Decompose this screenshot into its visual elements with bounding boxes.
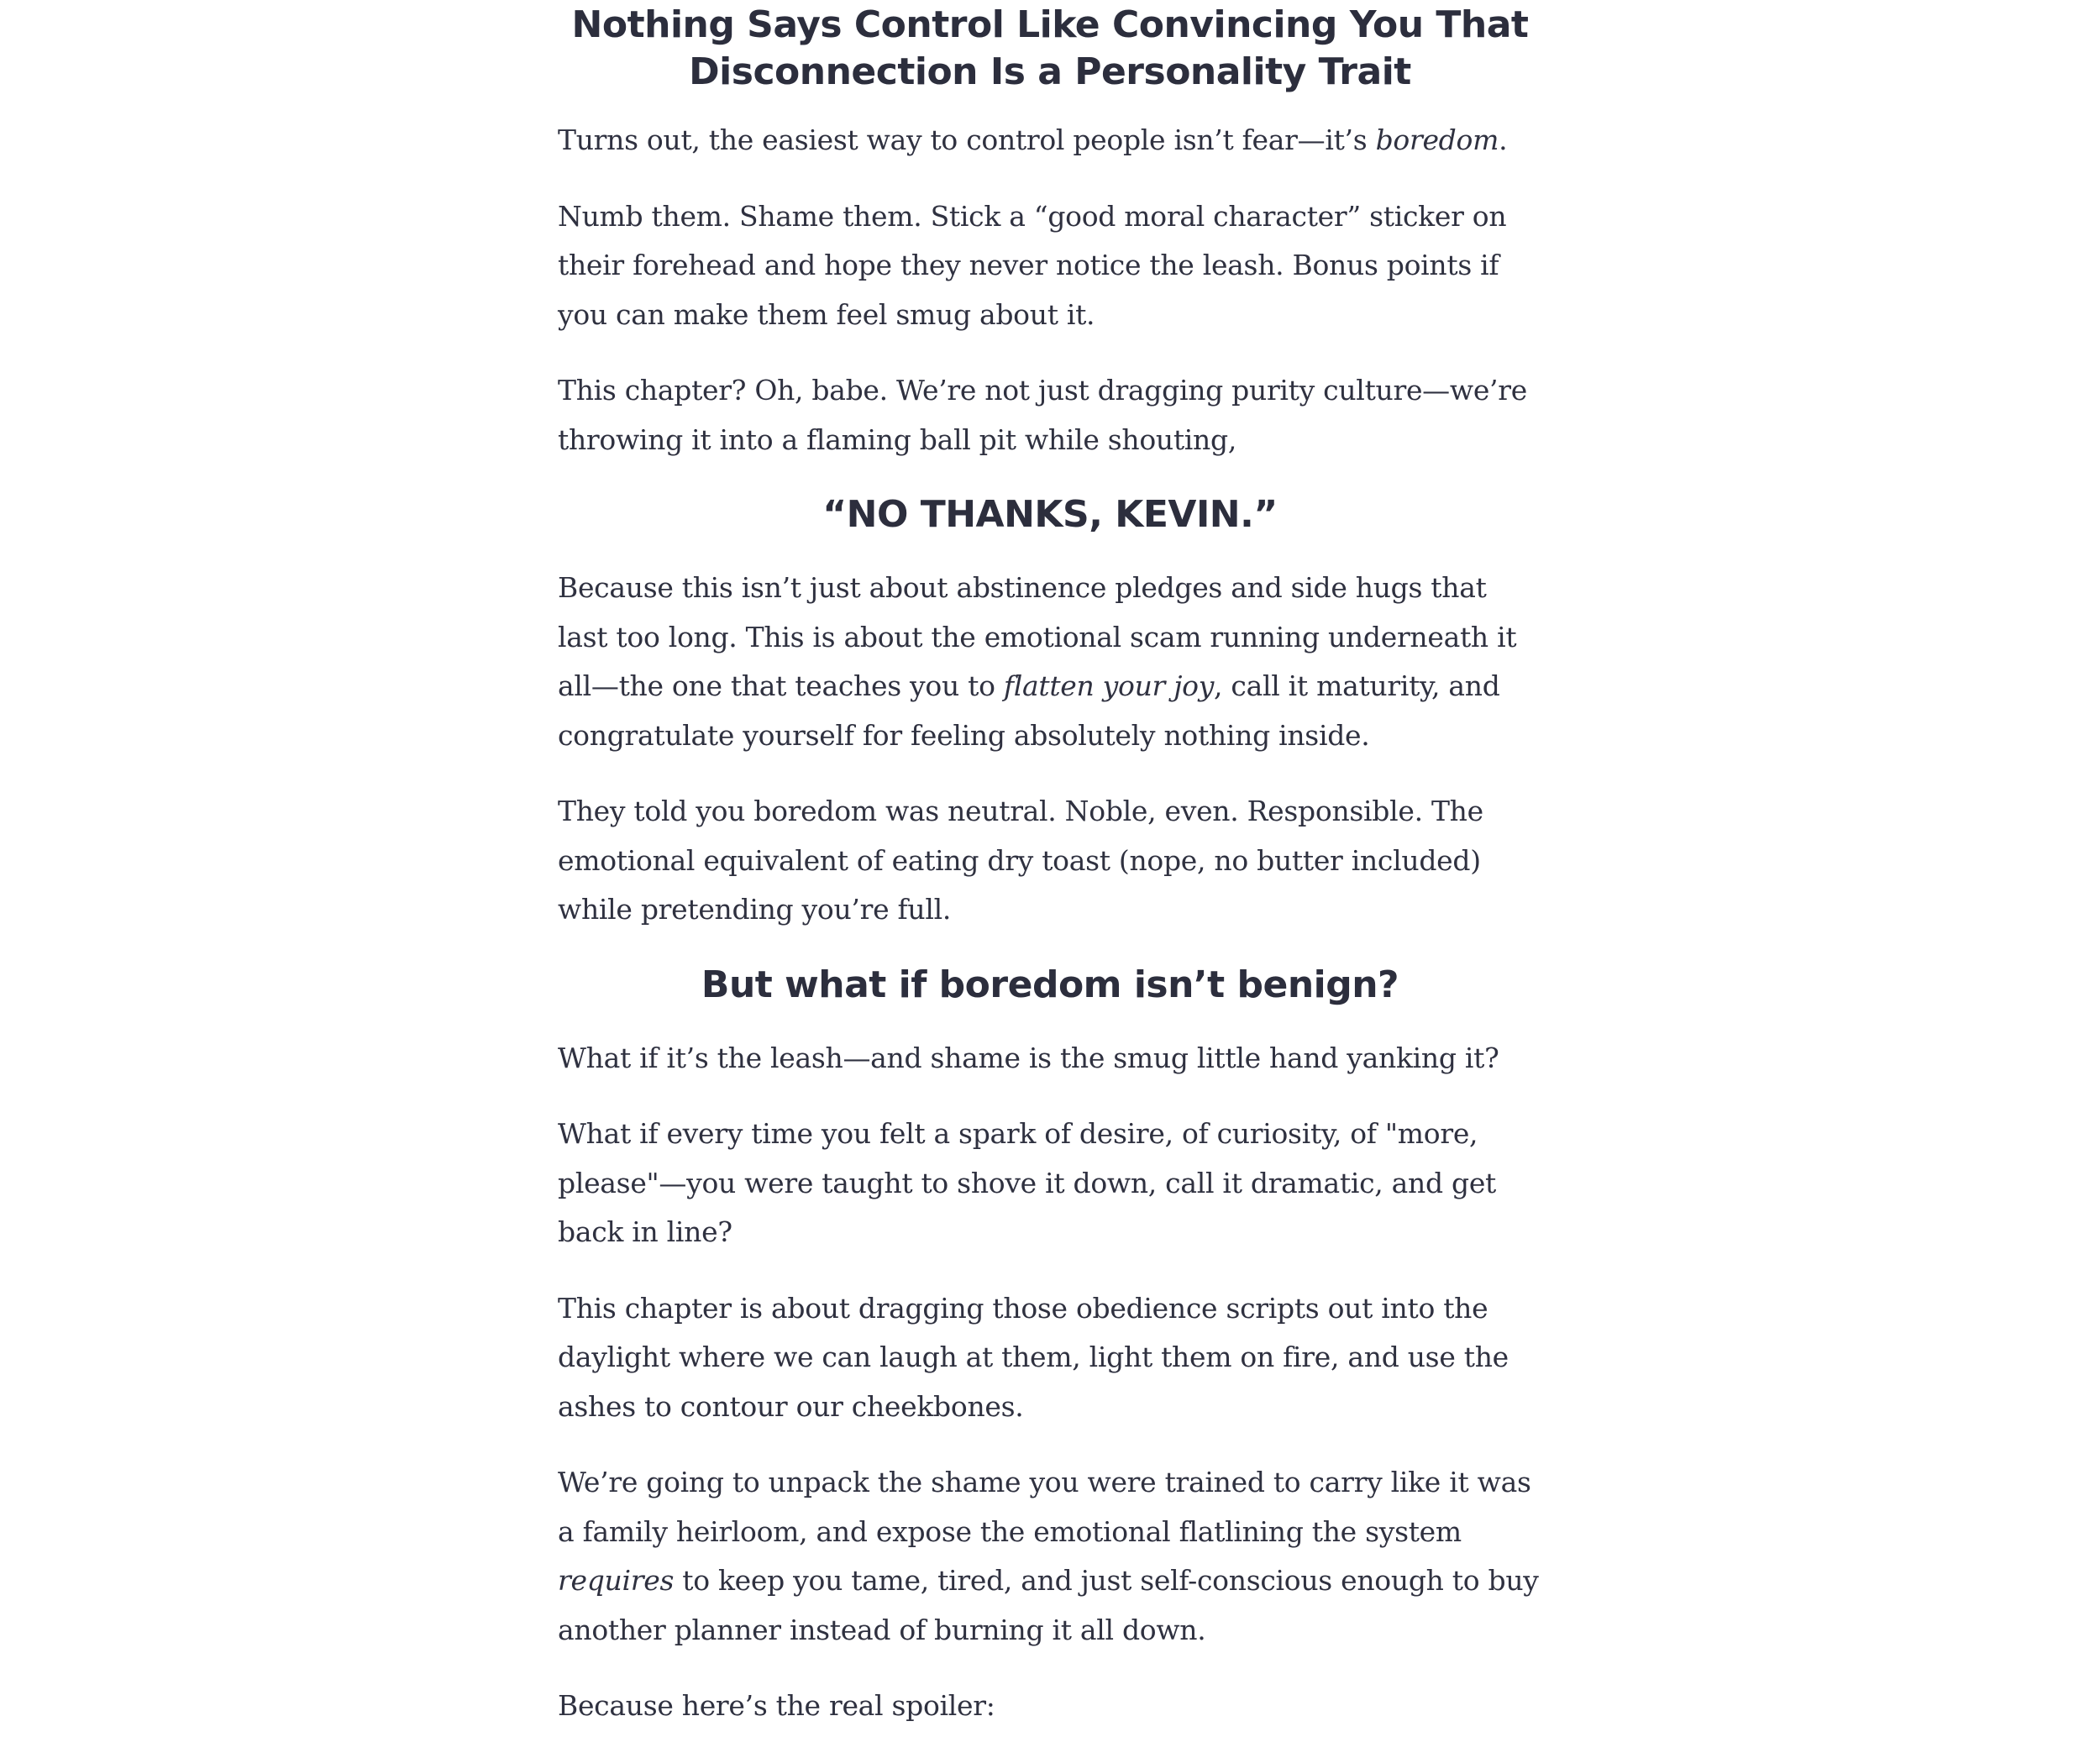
shout-heading: “NO THANKS, KEVIN.” — [822, 493, 1278, 536]
paragraph-text: We’re going to unpack the shame you were trained to carry like it was a family heirloom, and expose the emotional flatlining the system — [558, 1466, 1531, 1548]
subheading: But what if boredom isn’t benign? — [701, 963, 1399, 1006]
paragraph-text: Because this isn’t just about abstinence pledges and side hugs that last too long. This is about the emotional scam running underneath it all—the one that teaches you to — [558, 571, 1517, 702]
emphasis-flatten-joy: flatten your joy — [1003, 669, 1215, 702]
paragraph-spark: What if every time you felt a spark of desire, of curiosity, of "more, please"—you were taught to shove it down, call it dramatic, and get back in line? — [558, 1117, 1497, 1248]
paragraph-text: , call it maturity, and congratulate yourself for feeling absolutely nothing inside. — [558, 669, 1500, 752]
article — [558, 0, 1542, 1758]
paragraph-text: to keep you tame, tired, and just self-conscious enough to buy another planner instead of burning it all down. — [558, 1564, 1539, 1646]
paragraph-text: . — [1499, 123, 1508, 156]
paragraph-obedience: This chapter is about dragging those obedience scripts out into the daylight where we can laugh at them, light them on fire, and use the ashes to contour our cheekbones. — [558, 1291, 1509, 1423]
paragraph-leash: What if it’s the leash—and shame is the smug little hand yanking it? — [558, 1041, 1499, 1074]
paragraph-boredom-neutral: They told you boredom was neutral. Noble, even. Responsible. The emotional equivalent of eating dry toast (nope, no butter included) while pretending you’re full. — [558, 795, 1483, 926]
paragraph-text: Turns out, the easiest way to control people isn’t fear—it’s — [558, 123, 1376, 156]
title-line-1: Nothing Says Control Like Convincing You That — [571, 3, 1529, 46]
paragraph-spoiler: Because here’s the real spoiler: — [558, 1689, 995, 1722]
emphasis-requires: requires — [558, 1564, 675, 1597]
paragraph-this-chapter: This chapter? Oh, babe. We’re not just dragging purity culture—we’re throwing it into a flaming ball pit while shouting, — [558, 374, 1527, 456]
title-line-2: Disconnection Is a Personality Trait — [689, 50, 1411, 93]
paragraph-because — [558, 564, 1542, 760]
paragraph-numb-them: Numb them. Shame them. Stick a “good moral character” sticker on their forehead and hope they never notice the leash. Bonus points if you can make them feel smug about it. — [558, 199, 1507, 331]
paragraph-unpack-shame — [558, 1458, 1542, 1655]
paragraph-intro — [558, 116, 1542, 165]
article-title — [558, 0, 1542, 96]
emphasis-boredom: boredom — [1375, 123, 1499, 156]
